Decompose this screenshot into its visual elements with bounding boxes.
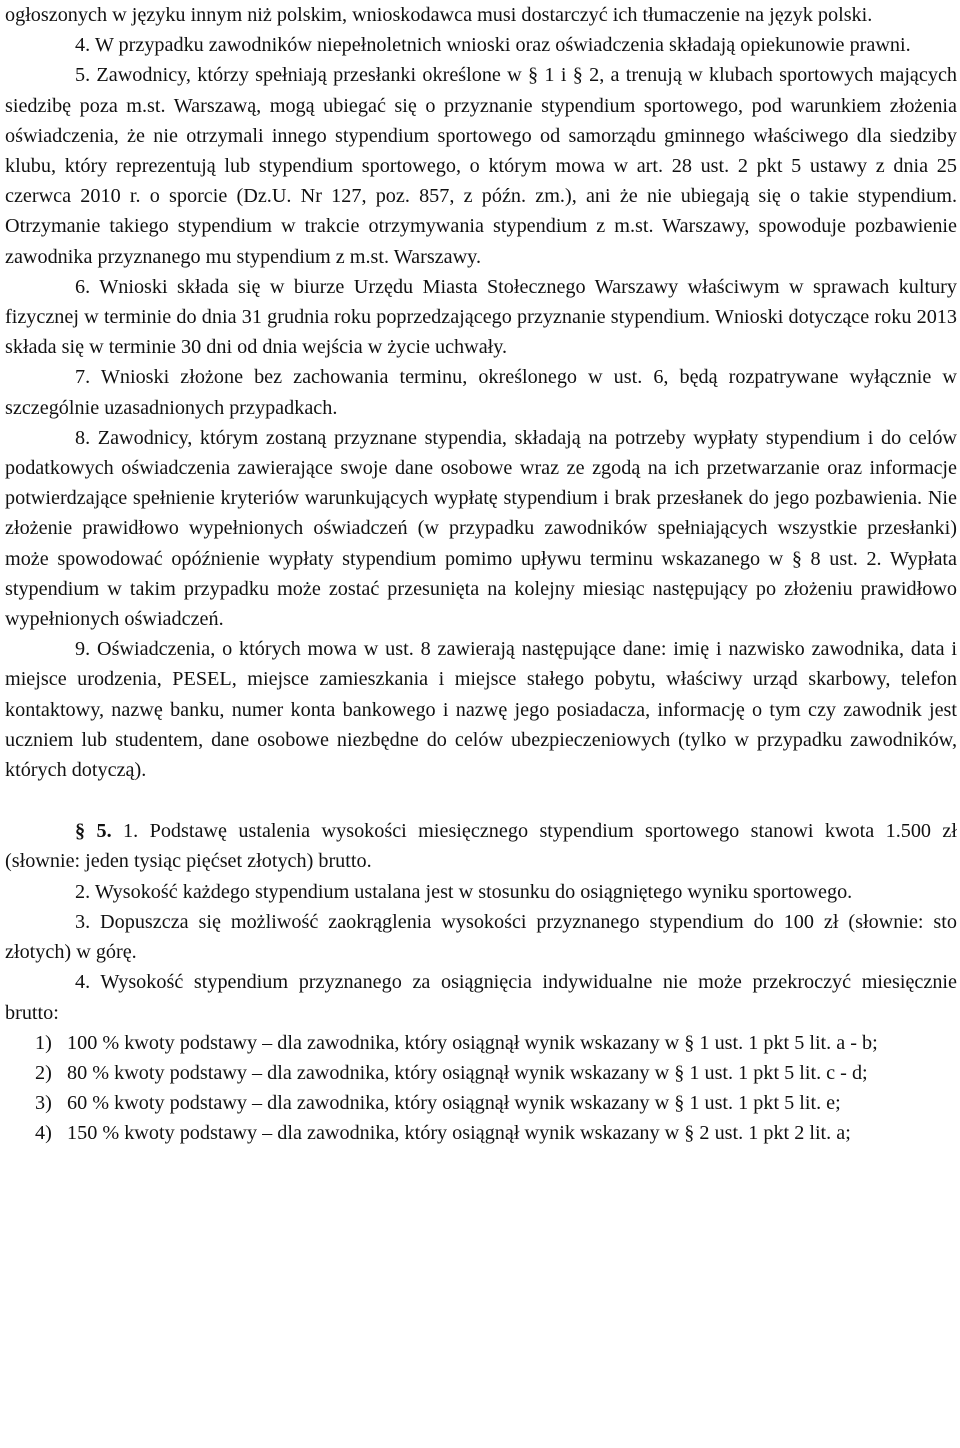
list-item: [5, 1118, 957, 1148]
list-item-number: 4): [35, 1122, 52, 1145]
paragraph-7: 7. Wnioski złożone bez zachowania terminu, określonego w ust. 6, będą rozpatrywane wyłącznie w szczególnie uzasadnionych przypadkach.: [5, 366, 957, 419]
section-5-paragraph-1: [5, 815, 957, 876]
section-5-paragraph-2: 2. Wysokość każdego stypendium ustalana jest w stosunku do osiągniętego wyniku sportowego.: [75, 880, 853, 903]
list-item: [5, 1058, 957, 1088]
paragraph-6: 6. Wnioski składa się w biurze Urzędu Miasta Stołecznego Warszawy właściwym w sprawach kultury fizycznej w terminie do dnia 31 grudnia roku poprzedzającego przyznanie stypendium. Wnioski dotyczące roku 2013 składa się w terminie 30 dni od dnia wejścia w życie uchwały.: [5, 275, 957, 359]
section-5-paragraph-4: 4. Wysokość stypendium przyznanego za osiągnięcia indywidualne nie może przekroczyć miesięcznie brutto:: [5, 971, 957, 1024]
list-item-text: 60 % kwoty podstawy – dla zawodnika, który osiągnął wynik wskazany w § 1 ust. 1 pkt 5 lit. e;: [67, 1092, 841, 1115]
section-number: § 5.: [75, 820, 112, 843]
paragraph-4: 4. W przypadku zawodników niepełnoletnich wnioski oraz oświadczenia składają opiekunowie prawni.: [75, 34, 911, 57]
paragraph-8: 8. Zawodnicy, którym zostaną przyznane stypendia, składają na potrzeby wypłaty stypendium i do celów podatkowych oświadczenia zawierające swoje dane osobowe wraz ze zgodą na ich przetwarzanie oraz informacje potwierdzające spełnienie kryteriów warunkujących wypłatę stypendium i brak przesłanek do jego pozbawienia. Nie złożenie prawidłowo wypełnionych oświadczeń (w przypadku zawodników spełniających wszystkie przesłanki) może spowodować opóźnienie wypłaty stypendium pomimo upływu terminu wskazanego w § 8 ust. 2. Wypłata stypendium w takim przypadku może zostać przesunięta na kolejny miesiąc następujący po złożeniu prawidłowo wypełnionych oświadczeń.: [5, 426, 957, 631]
section-gap: [5, 785, 957, 815]
paragraph-continuation: ogłoszonych w języku innym niż polskim, wnioskodawca musi dostarczyć ich tłumaczenie na język polski.: [5, 4, 873, 26]
percentage-list: [5, 1028, 957, 1149]
list-item-text: 100 % kwoty podstawy – dla zawodnika, który osiągnął wynik wskazany w § 1 ust. 1 pkt 5 lit. a - b;: [67, 1031, 878, 1054]
list-item: [5, 1088, 957, 1118]
list-item-number: 1): [35, 1031, 52, 1054]
list-item: [5, 1028, 957, 1058]
list-item-number: 3): [35, 1092, 52, 1115]
paragraph-9: 9. Oświadczenia, o których mowa w ust. 8 zawierają następujące dane: imię i nazwisko zawodnika, data i miejsce urodzenia, PESEL, miejsce zamieszkania i miejsce stałego pobytu, właściwy urząd skarbowy, telefon kontaktowy, nazwę banku, numer konta bankowego i nazwę jego posiadacza, informację o tym czy zawodnik jest uczniem lub studentem, dane osobowe niezbędne do celów ubezpieczeniowych (tylko w przypadku zawodników, których dotyczą).: [5, 638, 957, 782]
section-5-text-1: 1. Podstawę ustalenia wysokości miesięcznego stypendium sportowego stanowi kwota 1.500 zł (słownie: jeden tysiąc pięćset złotych) brutto.: [5, 820, 957, 873]
list-item-text: 80 % kwoty podstawy – dla zawodnika, który osiągnął wynik wskazany w § 1 ust. 1 pkt 5 lit. c - d;: [67, 1061, 868, 1084]
list-item-number: 2): [35, 1061, 52, 1084]
paragraph-5: 5. Zawodnicy, którzy spełniają przesłanki określone w § 1 i § 2, a trenują w klubach sportowych mających siedzibę poza m.st. Warszawą, mogą ubiegać się o przyznanie stypendium sportowego, pod warunkiem złożenia oświadczenia, że nie otrzymali innego stypendium sportowego od samorządu gminnego właściwego dla siedziby klubu, który reprezentują lub stypendium sportowego, o którym mowa w art. 28 ust. 2 pkt 5 ustawy z dnia 25 czerwca 2010 r. o sporcie (Dz.U. Nr 127, poz. 857, z późn. zm.), ani że nie ubiegają się o takie stypendium. Otrzymanie takiego stypendium w trakcie otrzymywania stypendium z m.st. Warszawy, spowoduje pozbawienie zawodnika przyznanego mu stypendium z m.st. Warszawy.: [5, 64, 957, 268]
section-5-paragraph-3: 3. Dopuszcza się możliwość zaokrąglenia wysokości przyznanego stypendium do 100 zł (słownie: sto złotych) w górę.: [5, 910, 957, 964]
list-item-text: 150 % kwoty podstawy – dla zawodnika, który osiągnął wynik wskazany w § 2 ust. 1 pkt 2 lit. a;: [67, 1122, 851, 1145]
